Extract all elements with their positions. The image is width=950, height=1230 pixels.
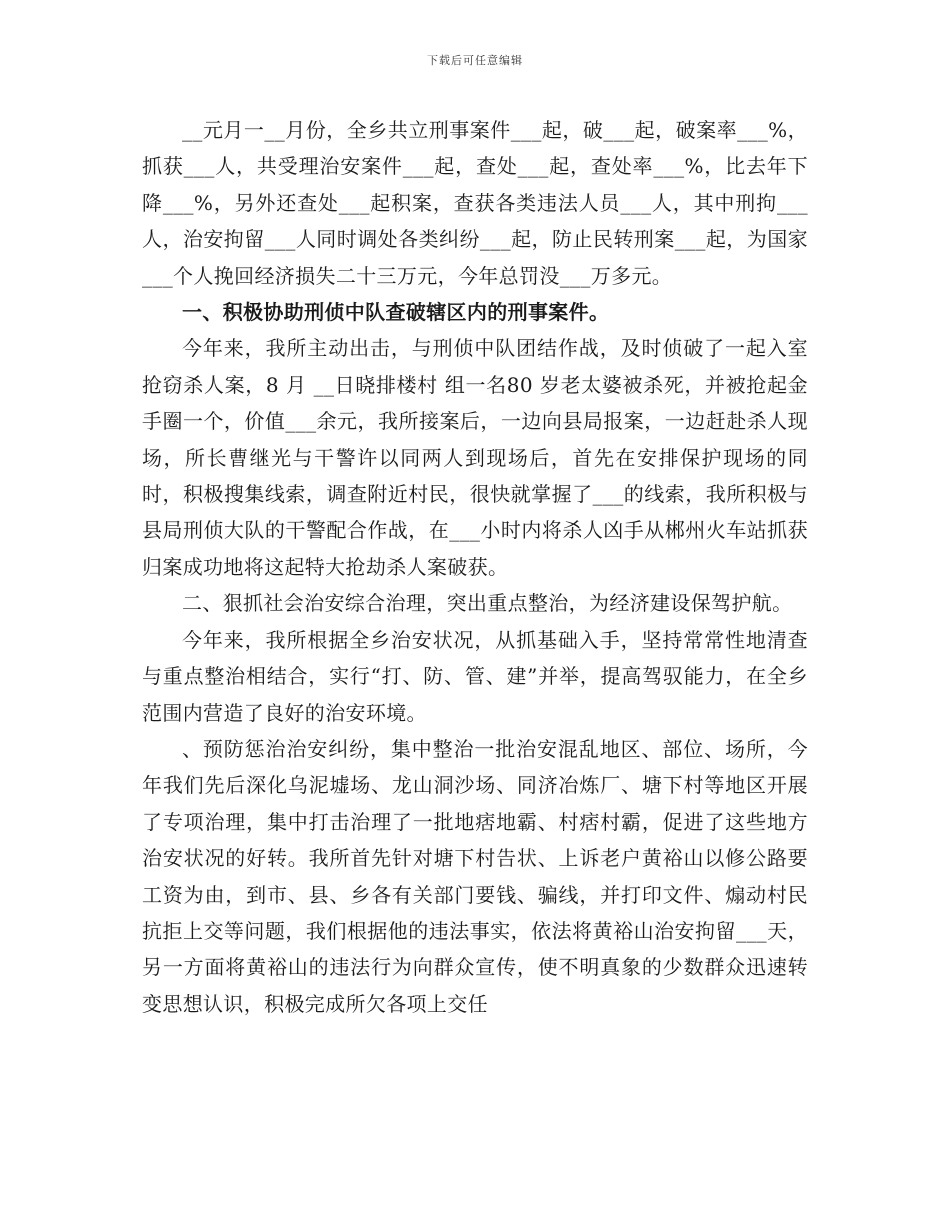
section-heading-2: 二、狠抓社会治安综合治理，突出重点整治，为经济建设保驾护航。 bbox=[182, 591, 793, 616]
paragraph-case-report: 今年来，我所主动出击，与刑侦中队团结作战，及时侦破了一起入室抢窃杀人案，8 月 __日晓排楼村 组一名80 岁老太婆被杀死，并被抢起金手圈一个，价值___余元，我所接案后，一边向县局报案，一边赶赴杀人现场，所长曹继光与干警许以同两人到现场后，首先在安排保护现场的同时，积极搜集线索，调查附近村民，很快就掌握了___的线索，我所积极与县局刑侦大队的干警配合作战，在___小时内将杀人凶手从郴州火车站抓获归案成功地将这起特大抢劫杀人案破获。 bbox=[142, 336, 808, 579]
section-heading-1: 一、积极协助刑侦中队查破辖区内的刑事案件。 bbox=[182, 300, 610, 325]
paragraph-overview: 今年来，我所根据全乡治安状况，从抓基础入手，坚持常常性地清查与重点整治相结合，实行“打、防、管、建”并举，提高驾驭能力，在全乡范围内营造了良好的治安环境。 bbox=[142, 627, 808, 725]
paragraph-statistics: __元月一__月份，全乡共立刑事案件___起，破___起，破案率___%，抓获___人，共受理治安案件___起，查处___起，查处率___%，比去年下降___%，另外还查处___起积案，查获各类违法人员___人，其中刑拘___人，治安拘留___人同时调处各类纠纷___起，防止民转刑案___起，为国家___个人挽回经济损失二十三万元，今年总罚没___万多元。 bbox=[142, 118, 808, 288]
document-body bbox=[142, 112, 808, 1022]
page-header: 下载后可任意编辑 bbox=[427, 54, 523, 67]
paragraph-disputes: 、预防惩治治安纠纷，集中整治一批治安混乱地区、部位、场所，今年我们先后深化乌泥墟场、龙山洞沙场、同济冶炼厂、塘下村等地区开展了专项治理，集中打击治理了一批地痞地霸、村痞村霸，促进了这些地方治安状况的好转。我所首先针对塘下村告状、上诉老户黄裕山以修公路要工资为由，到市、县、乡各有关部门要钱、骗线，并打印文件、煽动村民抗拒上交等问题，我们根据他的违法事实，依法将黄裕山治安拘留___天，另一方面将黄裕山的违法行为向群众宣传，使不明真象的少数群众迅速转变思想认识，积极完成所欠各项上交任 bbox=[142, 736, 808, 1016]
